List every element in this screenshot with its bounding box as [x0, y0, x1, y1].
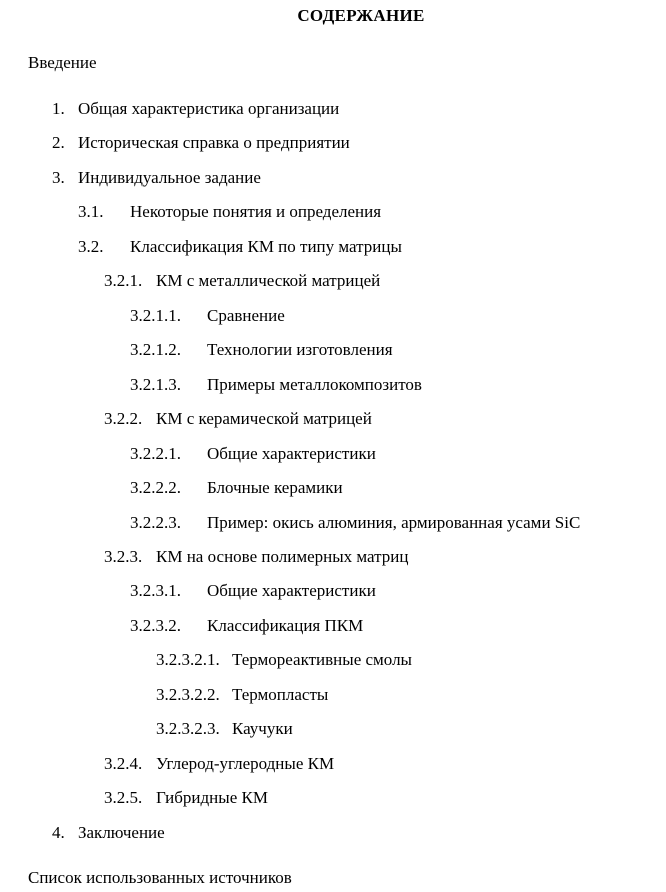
page-title: СОДЕРЖАНИЕ	[297, 6, 425, 25]
toc-item-text: Классификация КМ по типу матрицы	[130, 237, 402, 256]
toc-item-number: 3.2.3.2.	[130, 616, 181, 635]
toc-item-number: 3.2.2.1.	[130, 444, 181, 463]
toc-item-text: Блочные керамики	[207, 478, 343, 497]
toc-item-number: 3.2.3.2.2.	[156, 685, 220, 704]
toc-item-text: Пример: окись алюминия, армированная усами SiC	[207, 513, 581, 532]
toc-item	[156, 650, 412, 670]
toc-item-text: Примеры металлокомпозитов	[207, 375, 422, 394]
toc-item-text: Некоторые понятия и определения	[130, 202, 382, 221]
toc-item	[156, 719, 293, 739]
toc-item-number: 3.2.2.3.	[130, 513, 181, 532]
toc-item-text: Индивидуальное задание	[78, 168, 261, 187]
toc-item	[52, 133, 350, 153]
toc-item-number: 3.2.2.	[104, 409, 143, 428]
toc-item	[104, 409, 372, 429]
toc-item	[104, 271, 380, 291]
toc-sources: Список использованных источников	[28, 868, 292, 887]
toc-item-number: 4.	[52, 823, 65, 842]
toc-item	[156, 685, 328, 705]
toc-item	[104, 788, 268, 808]
toc-item	[130, 616, 363, 636]
toc-item-text: Общие характеристики	[207, 444, 376, 463]
toc-item	[130, 375, 422, 395]
toc-item	[130, 306, 285, 326]
toc-item-number: 3.2.3.2.3.	[156, 719, 220, 738]
toc-item	[78, 202, 381, 222]
toc-intro: Введение	[28, 53, 97, 72]
toc-item	[78, 237, 402, 257]
toc-item-number: 3.2.3.1.	[130, 581, 181, 600]
toc-item-text: Общая характеристика организации	[78, 99, 340, 118]
toc-item-number: 3.2.	[78, 237, 104, 256]
toc-item-text: КМ на основе полимерных матриц	[156, 547, 409, 566]
toc-item-number: 3.2.3.2.1.	[156, 650, 220, 669]
toc-item	[52, 99, 339, 119]
toc-item-text: КМ с керамической матрицей	[156, 409, 372, 428]
toc-item-text: Технологии изготовления	[207, 340, 393, 359]
toc-item-text: Гибридные КМ	[156, 788, 268, 807]
toc-item-number: 3.2.1.2.	[130, 340, 181, 359]
toc-item-number: 1.	[52, 99, 65, 118]
toc-item-number: 3.1.	[78, 202, 104, 221]
toc-item	[130, 478, 343, 498]
toc-item-text: Термопласты	[232, 685, 329, 704]
toc-item-text: Классификация ПКМ	[207, 616, 364, 635]
toc-item-number: 3.2.4.	[104, 754, 143, 773]
toc-item-text: Заключение	[78, 823, 165, 842]
toc-item-number: 3.2.1.3.	[130, 375, 181, 394]
toc-item	[52, 823, 165, 843]
toc-item	[130, 513, 580, 533]
toc-item-number: 3.2.1.1.	[130, 306, 181, 325]
toc-item-text: Общие характеристики	[207, 581, 376, 600]
toc-item-text: Термореактивные смолы	[232, 650, 412, 669]
toc-item-text: Углерод-углеродные КМ	[156, 754, 335, 773]
toc-item-number: 2.	[52, 133, 65, 152]
toc-item	[130, 581, 376, 601]
toc-item-text: Каучуки	[232, 719, 293, 738]
toc-item	[104, 754, 334, 774]
toc-item-number: 3.2.1.	[104, 271, 143, 290]
toc-item-text: КМ с металлической матрицей	[156, 271, 381, 290]
toc-item-number: 3.2.2.2.	[130, 478, 181, 497]
toc-item-number: 3.	[52, 168, 65, 187]
toc-item-number: 3.2.5.	[104, 788, 143, 807]
toc-item	[52, 168, 261, 188]
toc-item-number: 3.2.3.	[104, 547, 143, 566]
toc-item	[130, 444, 376, 464]
toc-item-text: Сравнение	[207, 306, 285, 325]
toc-item	[104, 547, 409, 567]
toc-item-text: Историческая справка о предприятии	[78, 133, 350, 152]
toc-item	[130, 340, 393, 360]
